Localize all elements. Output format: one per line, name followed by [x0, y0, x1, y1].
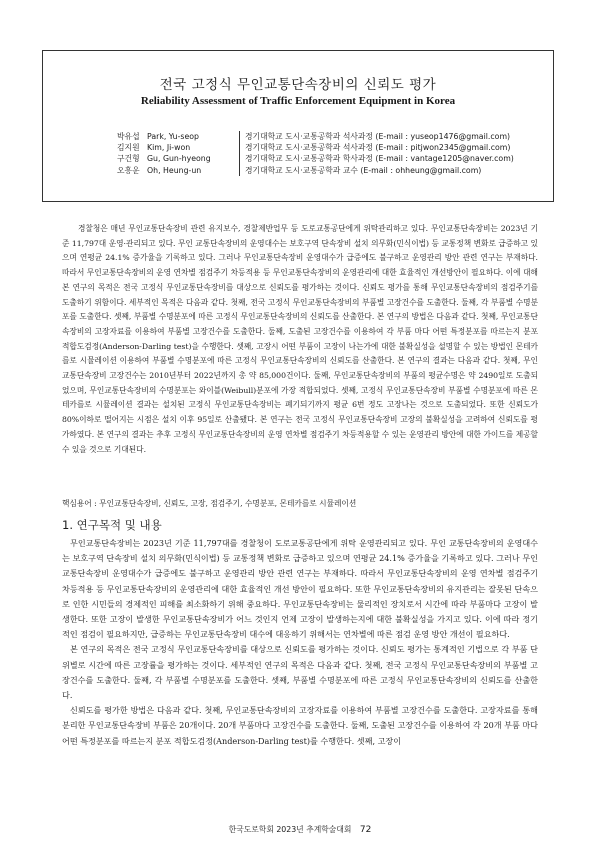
author-affiliation: 경기대학교 도시·교통공학과 석사과정 (E-mail : pitjwon2345@gmail.com): [239, 142, 557, 153]
author-affiliation: 경기대학교 도시·교통공학과 교수 (E-mail : ohheung@gmail.com): [239, 165, 557, 176]
keywords: 핵심용어 : 무인교통단속장비, 신뢰도, 고장, 점검주기, 수명분포, 몬테카를로 시뮬레이션: [62, 499, 357, 508]
author-name-korean: 김지원: [117, 143, 140, 153]
author-row: [117, 165, 557, 176]
abstract-text: 경찰청은 매년 무인교통단속장비 관련 유지보수, 경찰제반업무 등 도로교통공단에게 위탁관리하고 있다. 무인교통단속장비는 2023년 기준 11,797대 운영·관리되고 있다. 무인 교통단속장비의 운영대수는 보호구역 단속장비 설치 의무화(민식이법) 등 교통정책 변화로 급증하고 있으며 연평균 24.1% 증가율을 기록하고 있다. 그러나 무인교통단속장비 운영대수가 급증에도 불구하고 운영관리 방안 관련 연구는 부재하다. 따라서 무인교통단속장비의 운영 연차별 점검주기 차등적용 등 무인교통단속장비의 운영관리에 대한 효율적인 개선방안이 필요하다. 이에 대해 본 연구의 목적은 전국 고정식 무인교통단속장비를 대상으로 신뢰도를 평가하는 것이다. 신뢰도 평가를 통해 무인교통단속장비의 점검주기를 도출하기 위함이다. 세부적인 목적은 다음과 같다. 첫째, 전국 고정식 무인교통단속장비의 부품별 고장건수를 도출한다. 둘째, 각 부품별 수명분포를 도출한다. 셋째, 부품별 수명분포에 따른 고정식 무인교통단속장비의 신뢰도를 산출한다. 본 연구의 방법은 다음과 같다. 첫째, 무인교통단속장비의 고장자료를 이용하여 부품별 고장건수를 도출한다. 둘째, 도출된 고장건수를 이용하여 각 부품 마다 어떤 특정분포를 따르는지 분포 적합도검정(Anderson-Darling test)을 수행한다. 셋째, 고장시 어떤 부품이 고장이 나는가에 대한 불확실성을 설명할 수 있는 방법인 몬테카를로 시뮬레이션 이용하여 부품별 수명분포에 따른 고정식 무인교통단속장비의 신뢰도를 산출한다. 본 연구의 결과는 다음과 같다. 첫째, 무인교통단속장비 고장건수는 2010년부터 2022년까지 총 약 85,000건이다. 둘째, 무인교통단속장비의 부품의 평균수명은 약 2490일로 도출되었으며, 무인교통단속장비의 수명분포는 와이블(Weibull)분포에 가장 적합되었다. 셋째, 고정식 무인교통단속장비 부품별 수명분포에 따른 몬테카를로 시뮬레이션 결과는 설치된 고정식 무인교통단속장비는 폐기되기까지 평균 6번 정도 고장나는 것으로 도출되었다. 또한 신뢰도가 80%이하로 떨어지는 시점은 설치 이후 95일로 산출됐다. 본 연구는 전국 고정식 무인교통단속장비 고장의 불확실성을 고려하여 신뢰도를 평가하였다. 본 연구의 결과는 추후 고정식 무인교통단속장비의 운영 연차별 점검주기 차등적용할 수 있는 운영관리 방안에 대한 가이드를 제공할 수 있을 것으로 기대된다.: [62, 224, 538, 454]
paper-title-korean: 전국 고정식 무인교통단속장비의 신뢰도 평가: [159, 77, 437, 93]
author-row: [117, 131, 557, 142]
author-name-korean: 박유섭: [117, 132, 140, 141]
section-heading: 1. 연구목적 및 내용: [62, 518, 162, 532]
section-body: [62, 536, 538, 749]
author-name-english: Park, Yu-seop: [147, 132, 200, 141]
author-name-korean: 구건형: [117, 154, 140, 164]
body-paragraph: 신뢰도를 평가한 방법은 다음과 같다. 첫째, 무인교통단속장비의 고장자료를 이용하여 부품별 고장건수를 도출한다. 고장자료를 통해 분리한 무인교통단속장비 부품은 20개이다. 20개 부품마다 고장건수를 도출한다. 둘째, 도출된 고장건수를 이용하여 각 20개 부품 마다 어떤 특정분포를 따르는지 분포 적합도검정(Anderson-Darling test)를 수행한다. 셋째, 고장이: [62, 705, 538, 746]
paper-title-english: Reliability Assessment of Traffic Enforcement Equipment in Korea: [140, 95, 456, 107]
author-name-korean: 오흥운: [117, 165, 140, 175]
author-row: [117, 142, 557, 153]
author-affiliation: 경기대학교 도시·교통공학과 석사과정 (E-mail : yuseop1476@gmail.com): [239, 131, 557, 142]
title-box: [42, 50, 554, 202]
abstract: [62, 222, 538, 457]
author-name-english: Oh, Heung-un: [147, 165, 202, 175]
author-list: [117, 131, 557, 176]
author-affiliation: 경기대학교 도시·교통공학과 학사과정 (E-mail : vantage1205@naver.com): [239, 153, 557, 164]
body-paragraph: 무인교통단속장비는 2023년 기준 11,797대를 경찰청이 도로교통공단에게 위탁 운영관리되고 있다. 무인 교통단속장비의 운영대수는 보호구역 단속장비 설치 의무화(민식이법) 등 교통정책 변화로 급증하고 있으며 연평균 24.1% 증가율을 기록하고 있다. 그러나 무인교통단속장비 운영대수가 급증에도 불구하고 운영관리 방안 관련 연구는 부재하다. 따라서 무인교통단속장비의 운영 연차별 점검주기 차등적용 등 무인교통단속장비의 운영관리에 대한 효율적인 개선 방안이 필요하다. 또한 무인교통단속장비의 유지관리는 잘못된 단속으로 인한 시민들의 경제적인 피해를 최소화하기 위해 중요하다. 무인교통단속장비는 물리적인 장치로서 시간에 따라 부품마다 고장이 발생한다. 또한 고장이 발생한 무인교통단속장비가 어느 것인지 언제 고장이 발생하는지에 대한 불확실성을 가지고 있다. 이에 따라 정기적인 점검이 필요하지만, 급증하는 무인교통단속장비 대수에 대응하기 위해서는 연차별에 따른 점검 운영 방안 개선이 필요하다.: [62, 538, 538, 640]
author-name-english: Gu, Gun-hyeong: [147, 154, 211, 164]
conference-name: 한국도로학회 2023년 추계학술대회: [228, 825, 352, 834]
page-number: 72: [359, 825, 372, 835]
body-paragraph: 본 연구의 목적은 전국 고정식 무인교통단속장비를 대상으로 신뢰도를 평가하는 것이다. 신뢰도 평가는 통계적인 기법으로 각 부품 단위별로 시간에 따른 고장률을 평가하는 것이다. 세부적인 연구의 목적은 다음과 같다. 첫째, 전국 고정식 무인교통단속장비의 부품별 고장건수를 도출한다. 둘째, 각 부품별 수명분포를 도출한다. 셋째, 부품별 수명분포에 따른 고정식 무인교통단속장비의 신뢰도를 산출한다.: [62, 644, 538, 701]
author-row: [117, 153, 557, 164]
author-name-english: Kim, Ji-won: [147, 143, 191, 153]
page-footer: [0, 824, 600, 835]
